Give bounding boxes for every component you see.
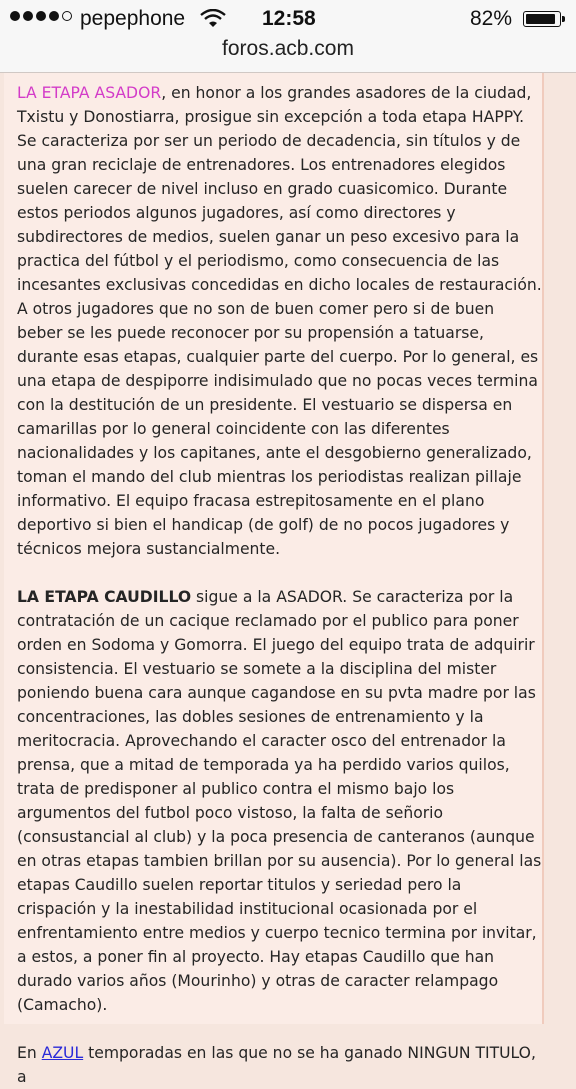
forum-post bbox=[4, 73, 544, 1086]
heading-etapa-asador: LA ETAPA ASADOR bbox=[17, 84, 162, 102]
url-text: foros.acb.com bbox=[222, 37, 354, 60]
status-bar bbox=[0, 0, 576, 38]
heading-etapa-caudillo: LA ETAPA CAUDILLO bbox=[17, 588, 192, 606]
clock: 12:58 bbox=[262, 7, 316, 30]
forum-post-frame bbox=[0, 73, 576, 1086]
signal-strength-icon bbox=[10, 11, 72, 21]
paragraph-azul bbox=[17, 1041, 542, 1089]
paragraph-asador bbox=[17, 81, 542, 561]
paragraph-caudillo-text: sigue a la ASADOR. Se caracteriza por la contratación de un cacique reclamado por el publico para poner orden en Sodoma y Gomorra. El juego del equipo trata de adquirir consistencia. El vestuario se somete a la disciplina del mister poniendo buena cara aunque cagandose en su pvta madre por las concentraciones, las dobles sesiones de entrenamiento y la meritocracia. Aprovechando el caracter osco del entrenador la prensa, que a mitad de temporada ya ha perdido varios quilos, trata de predisponer al publico contra el mismo bajo los argumentos del futbol poco vistoso, la falta de señorio (consustancial al club) y la poca presencia de canteranos (aunque en otras etapas tambien brillan por su ausencia). Por lo general las etapas Caudillo suelen reportar titulos y seriedad pero la crispación y la inestabilidad institucional ocasionada por el enfrentamiento entre medios y cuerpo tecnico termina por invitar, a estos, a poner fin al proyecto. Hay etapas Caudillo que han durado varios años (Mourinho) y otras de caracter relampago (Camacho). bbox=[17, 588, 542, 1014]
battery-icon bbox=[523, 11, 561, 27]
post-body bbox=[17, 81, 542, 1089]
carrier-name: pepephone bbox=[80, 7, 186, 30]
wifi-icon bbox=[200, 9, 226, 29]
paragraph-asador-text: , en honor a los grandes asadores de la ciudad, Txistu y Donostiarra, prosigue sin excepción a toda etapa HAPPY. Se caracteriza por ser un periodo de decadencia, sin títulos y de una gran reciclaje de entrenadores. Los entrenadores elegidos suelen carecer de nivel incluso en grado cuasicomico. Durante estos periodos algunos jugadores, así como directores y subdirectores de medios, suelen ganar un peso excesivo para la practica del fútbol y el periodismo, como consecuencia de las incesantes exclusivas concedidas en dicho locales de restauración. A otros jugadores que no son de buen comer pero si de buen beber se les puede reconocer por su propensión a tatuarse, durante esas etapas, cualquier parte del cuerpo. Por lo general, es una etapa de despiporre indisimulado que no pocas veces termina con la destitución de un presidente. El vestuario se dispersa en camarillas por lo general coincidente con las diferentes nacionalidades y los capitanes, ante el desgobierno generalizado, toman el mando del club mientras los periodistas realizan pillaje informativo. El equipo fracasa estrepitosamente en el plano deportivo si bien el handicap (de golf) de no pocos jugadores y técnicos mejora sustancialmente. bbox=[17, 84, 542, 558]
link-azul[interactable]: AZUL bbox=[41, 1044, 84, 1062]
paragraph-azul-text: temporadas en las que no se ha ganado NINGUN TITULO, a bbox=[17, 1044, 536, 1086]
battery-percentage: 82% bbox=[470, 7, 513, 30]
paragraph-azul-prefix: En bbox=[17, 1044, 42, 1062]
address-bar[interactable] bbox=[0, 38, 576, 73]
paragraph-caudillo bbox=[17, 585, 542, 1017]
